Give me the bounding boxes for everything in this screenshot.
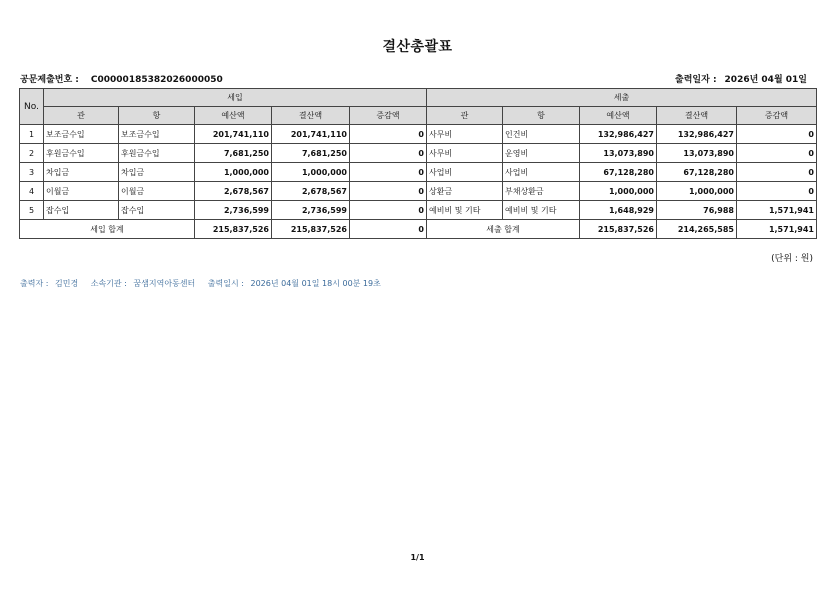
row-no: 5 (20, 201, 44, 220)
income-total-budget: 215,837,526 (195, 220, 272, 239)
row-no: 3 (20, 163, 44, 182)
income-total-diff: 0 (350, 220, 427, 239)
in-budget: 1,000,000 (195, 163, 272, 182)
table-row (20, 163, 817, 182)
print-date-value: 2026년 04월 01일 (724, 75, 807, 85)
ex-settled: 67,128,280 (657, 163, 737, 182)
row-no: 1 (20, 125, 44, 144)
table-row (20, 182, 817, 201)
in-diff: 0 (350, 182, 427, 201)
col-ex-settled: 결산액 (657, 107, 737, 125)
in-hang: 이월금 (119, 182, 195, 201)
in-hang: 보조금수입 (119, 125, 195, 144)
org-name: 꿈샘지역아동센터 (133, 279, 196, 288)
in-hang: 후원금수입 (119, 144, 195, 163)
ex-gwan: 예비비 및 기타 (427, 201, 503, 220)
expense-total-budget: 215,837,526 (580, 220, 657, 239)
in-settled: 7,681,250 (272, 144, 350, 163)
print-date-label: 출력일자 : (675, 75, 717, 85)
print-time-label: 출력일시 : (207, 279, 244, 288)
col-ex-hang: 항 (503, 107, 580, 125)
ex-diff: 0 (737, 144, 817, 163)
org-label: 소속기관 : (90, 279, 127, 288)
ex-hang: 운영비 (503, 144, 580, 163)
in-settled: 1,000,000 (272, 163, 350, 182)
in-diff: 0 (350, 201, 427, 220)
print-date (675, 72, 807, 85)
printer-label: 출력자 : (20, 279, 49, 288)
ex-budget: 132,986,427 (580, 125, 657, 144)
ex-diff: 0 (737, 163, 817, 182)
in-gwan: 후원금수입 (44, 144, 119, 163)
expense-total-settled: 214,265,585 (657, 220, 737, 239)
row-no: 2 (20, 144, 44, 163)
header-row-columns (20, 107, 817, 125)
table-row (20, 144, 817, 163)
totals-row (20, 220, 817, 239)
row-no: 4 (20, 182, 44, 201)
in-gwan: 차입금 (44, 163, 119, 182)
in-diff: 0 (350, 163, 427, 182)
income-header: 세입 (44, 89, 427, 107)
in-budget: 2,678,567 (195, 182, 272, 201)
col-in-gwan: 관 (44, 107, 119, 125)
ex-hang: 부채상환금 (503, 182, 580, 201)
in-gwan: 보조금수입 (44, 125, 119, 144)
print-info-footer (20, 278, 385, 289)
doc-number-value: C00000185382026000050 (90, 75, 223, 85)
printer-name: 김민경 (54, 279, 79, 288)
ex-hang: 예비비 및 기타 (503, 201, 580, 220)
col-in-budget: 예산액 (195, 107, 272, 125)
expense-header: 세출 (427, 89, 817, 107)
doc-number (20, 72, 223, 85)
in-diff: 0 (350, 144, 427, 163)
ex-diff: 0 (737, 182, 817, 201)
page-number: 1/1 (410, 553, 425, 562)
in-hang: 잡수입 (119, 201, 195, 220)
in-settled: 2,736,599 (272, 201, 350, 220)
settlement-table (19, 88, 817, 239)
ex-diff: 0 (737, 125, 817, 144)
report-title: 결산총괄표 (382, 39, 453, 55)
ex-settled: 1,000,000 (657, 182, 737, 201)
in-gwan: 잡수입 (44, 201, 119, 220)
col-ex-gwan: 관 (427, 107, 503, 125)
ex-gwan: 사업비 (427, 163, 503, 182)
ex-hang: 인건비 (503, 125, 580, 144)
no-header: No. (20, 89, 44, 125)
ex-gwan: 사무비 (427, 125, 503, 144)
header-row-group (20, 89, 817, 107)
in-budget: 2,736,599 (195, 201, 272, 220)
expense-total-diff: 1,571,941 (737, 220, 817, 239)
table-row (20, 201, 817, 220)
ex-settled: 76,988 (657, 201, 737, 220)
doc-number-label: 공문제출번호 : (20, 75, 79, 85)
in-diff: 0 (350, 125, 427, 144)
col-in-diff: 증감액 (350, 107, 427, 125)
unit-note: (단위 : 원) (771, 254, 813, 264)
income-total-settled: 215,837,526 (272, 220, 350, 239)
ex-budget: 1,000,000 (580, 182, 657, 201)
ex-diff: 1,571,941 (737, 201, 817, 220)
ex-settled: 132,986,427 (657, 125, 737, 144)
ex-budget: 13,073,890 (580, 144, 657, 163)
expense-total-label: 세출 합계 (427, 220, 580, 239)
ex-settled: 13,073,890 (657, 144, 737, 163)
ex-budget: 67,128,280 (580, 163, 657, 182)
in-settled: 2,678,567 (272, 182, 350, 201)
col-in-hang: 항 (119, 107, 195, 125)
col-in-settled: 결산액 (272, 107, 350, 125)
in-gwan: 이월금 (44, 182, 119, 201)
in-budget: 7,681,250 (195, 144, 272, 163)
income-total-label: 세입 합계 (20, 220, 195, 239)
ex-gwan: 사무비 (427, 144, 503, 163)
print-time: 2026년 04월 01일 18시 00분 19초 (250, 279, 381, 288)
ex-hang: 사업비 (503, 163, 580, 182)
col-ex-diff: 증감액 (737, 107, 817, 125)
in-hang: 차입금 (119, 163, 195, 182)
in-settled: 201,741,110 (272, 125, 350, 144)
ex-gwan: 상환금 (427, 182, 503, 201)
table-row (20, 125, 817, 144)
col-ex-budget: 예산액 (580, 107, 657, 125)
in-budget: 201,741,110 (195, 125, 272, 144)
ex-budget: 1,648,929 (580, 201, 657, 220)
